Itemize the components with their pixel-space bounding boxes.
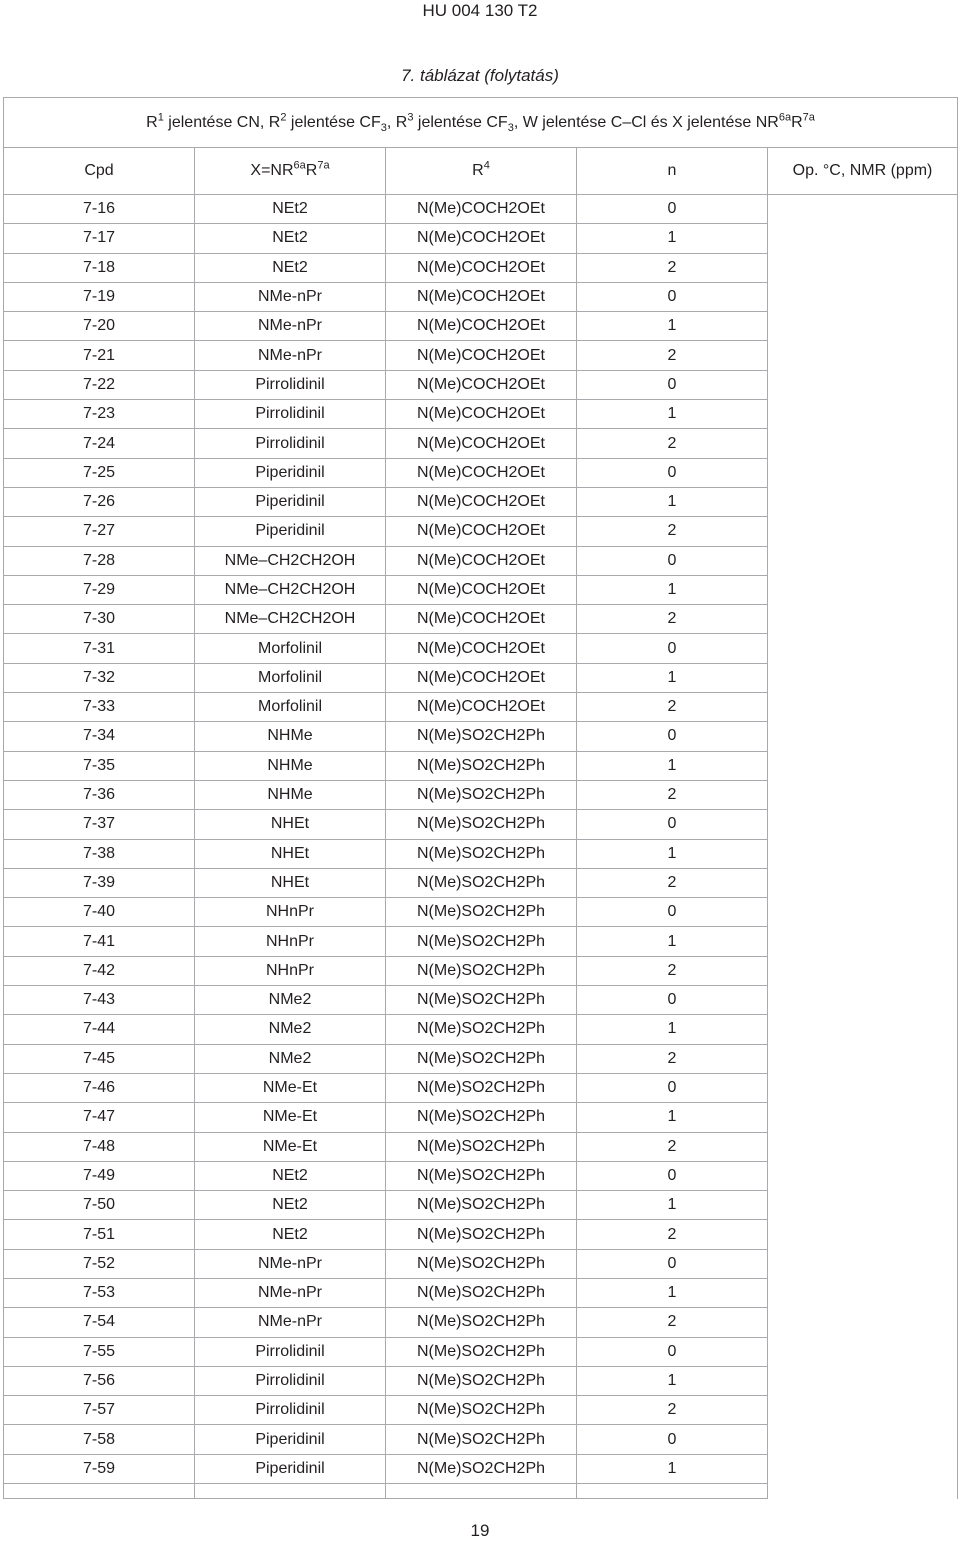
- cell-nmr: [768, 1191, 958, 1220]
- cell-nmr: [768, 1278, 958, 1307]
- table-row: [4, 458, 958, 487]
- cell-cpd: 7-26: [4, 487, 195, 516]
- cell-r4-substituent: N(Me)SO2CH2Ph: [386, 1249, 577, 1278]
- cell-n-value: 1: [577, 312, 768, 341]
- cell-r4-substituent: N(Me)SO2CH2Ph: [386, 1425, 577, 1454]
- cell-n-value: 0: [577, 282, 768, 311]
- condition-row: [4, 98, 958, 148]
- cell-x-substituent: NEt2: [195, 195, 386, 224]
- cell-x-substituent: Pirrolidinil: [195, 429, 386, 458]
- cell-r4-substituent: N(Me)SO2CH2Ph: [386, 868, 577, 897]
- cell-x-substituent: Pirrolidinil: [195, 1396, 386, 1425]
- cell-r4-substituent: N(Me)COCH2OEt: [386, 605, 577, 634]
- cell-n-value: 2: [577, 956, 768, 985]
- cell-x-substituent: NMe–CH2CH2OH: [195, 575, 386, 604]
- table-row: [4, 224, 958, 253]
- cell-n-value: 1: [577, 575, 768, 604]
- table-row: [4, 253, 958, 282]
- cell-r4-substituent: N(Me)SO2CH2Ph: [386, 956, 577, 985]
- cell-cpd: 7-24: [4, 429, 195, 458]
- table-row: [4, 1278, 958, 1307]
- cell-n-value: 2: [577, 693, 768, 722]
- cell-x-substituent: NMe–CH2CH2OH: [195, 605, 386, 634]
- table-row: [4, 1337, 958, 1366]
- table-row: [4, 1425, 958, 1454]
- cell-n-value: 0: [577, 634, 768, 663]
- cell-x-substituent: NEt2: [195, 1191, 386, 1220]
- cell-nmr: [768, 400, 958, 429]
- cell-nmr: [768, 1337, 958, 1366]
- table-body: [4, 195, 958, 1484]
- cell-n-value: 0: [577, 986, 768, 1015]
- cell-n-value: 2: [577, 780, 768, 809]
- cell-n-value: 2: [577, 1044, 768, 1073]
- cell-n-value: 1: [577, 224, 768, 253]
- header-row: [4, 148, 958, 195]
- table-row: [4, 663, 958, 692]
- cell-x-substituent: NMe–CH2CH2OH: [195, 546, 386, 575]
- cell-x-substituent: NMe2: [195, 1015, 386, 1044]
- cell-r4-substituent: N(Me)COCH2OEt: [386, 253, 577, 282]
- cell-cpd: 7-43: [4, 986, 195, 1015]
- cell-x-substituent: NHMe: [195, 751, 386, 780]
- cell-nmr: [768, 839, 958, 868]
- cell-x-substituent: Piperidinil: [195, 1454, 386, 1483]
- cell-x-substituent: NMe-Et: [195, 1073, 386, 1102]
- cell-r4-substituent: N(Me)COCH2OEt: [386, 429, 577, 458]
- cell-n-value: 1: [577, 1191, 768, 1220]
- cell-x-substituent: NMe-Et: [195, 1103, 386, 1132]
- table-row: [4, 898, 958, 927]
- cell-r4-substituent: N(Me)SO2CH2Ph: [386, 1073, 577, 1102]
- cell-x-substituent: NHMe: [195, 780, 386, 809]
- document-id: HU 004 130 T2: [422, 1, 538, 20]
- cell-cpd: 7-58: [4, 1425, 195, 1454]
- cell-r4-substituent: N(Me)SO2CH2Ph: [386, 1161, 577, 1190]
- cell-r4-substituent: N(Me)COCH2OEt: [386, 487, 577, 516]
- cell-cpd: 7-52: [4, 1249, 195, 1278]
- table-row: [4, 605, 958, 634]
- cell-x-substituent: NHEt: [195, 839, 386, 868]
- cell-r4-substituent: N(Me)COCH2OEt: [386, 400, 577, 429]
- cell-r4-substituent: N(Me)COCH2OEt: [386, 693, 577, 722]
- cell-nmr: [768, 868, 958, 897]
- cell-cpd: 7-59: [4, 1454, 195, 1483]
- cell-x-substituent: NMe-nPr: [195, 1278, 386, 1307]
- cell-nmr: [768, 722, 958, 751]
- cell-x-substituent: NHnPr: [195, 956, 386, 985]
- cell-r4-substituent: N(Me)COCH2OEt: [386, 341, 577, 370]
- cell-r4-substituent: N(Me)COCH2OEt: [386, 224, 577, 253]
- cell-x-substituent: Pirrolidinil: [195, 1366, 386, 1395]
- cell-r4-substituent: N(Me)SO2CH2Ph: [386, 1278, 577, 1307]
- cell-cpd: 7-51: [4, 1220, 195, 1249]
- table-row: [4, 956, 958, 985]
- cell-nmr: [768, 1161, 958, 1190]
- cell-nmr: [768, 1044, 958, 1073]
- cell-x-substituent: NMe2: [195, 986, 386, 1015]
- table-row: [4, 722, 958, 751]
- cell-n-value: 2: [577, 1220, 768, 1249]
- cell-nmr: [768, 224, 958, 253]
- cell-n-value: 0: [577, 370, 768, 399]
- cell-cpd: 7-44: [4, 1015, 195, 1044]
- cell-n-value: 1: [577, 839, 768, 868]
- cell-nmr: [768, 751, 958, 780]
- cell-r4-substituent: N(Me)COCH2OEt: [386, 312, 577, 341]
- table-row: [4, 1132, 958, 1161]
- cell-n-value: 2: [577, 1308, 768, 1337]
- cell-nmr: [768, 1073, 958, 1102]
- cell-nmr: [768, 312, 958, 341]
- cell-r4-substituent: N(Me)SO2CH2Ph: [386, 1044, 577, 1073]
- cell-nmr: [768, 780, 958, 809]
- cell-nmr: [768, 517, 958, 546]
- cell-cpd: 7-54: [4, 1308, 195, 1337]
- table-row: [4, 751, 958, 780]
- cell-r4-substituent: N(Me)SO2CH2Ph: [386, 1103, 577, 1132]
- cell-cpd: 7-27: [4, 517, 195, 546]
- condition-text: $R^1$ jelentése CN, $R^2$ jelentése $CF_3$, $R^3$ jelentése $CF_3$, W jelentése C–Cl és X jelentése $NR^{6a}R^{7a}$: [146, 111, 815, 134]
- cell-x-substituent: Morfolinil: [195, 634, 386, 663]
- cell-x-substituent: NMe-Et: [195, 1132, 386, 1161]
- cell-x-substituent: NMe-nPr: [195, 1308, 386, 1337]
- cell-cpd: 7-32: [4, 663, 195, 692]
- cell-x-substituent: NMe-nPr: [195, 282, 386, 311]
- cell-cpd: 7-29: [4, 575, 195, 604]
- cell-n-value: 1: [577, 1454, 768, 1483]
- cell-cpd: 7-34: [4, 722, 195, 751]
- cell-x-substituent: Piperidinil: [195, 1425, 386, 1454]
- cell-x-substituent: Pirrolidinil: [195, 370, 386, 399]
- cell-nmr: [768, 956, 958, 985]
- cell-nmr: [768, 605, 958, 634]
- cell-cpd: 7-19: [4, 282, 195, 311]
- cell-r4-substituent: N(Me)SO2CH2Ph: [386, 780, 577, 809]
- cell-x-substituent: NMe-nPr: [195, 341, 386, 370]
- cell-n-value: 0: [577, 898, 768, 927]
- cell-x-substituent: Piperidinil: [195, 458, 386, 487]
- cell-x-substituent: Pirrolidinil: [195, 400, 386, 429]
- cell-x-substituent: NMe-nPr: [195, 312, 386, 341]
- table-row: [4, 429, 958, 458]
- cell-x-substituent: NHnPr: [195, 927, 386, 956]
- cell-r4-substituent: N(Me)SO2CH2Ph: [386, 1132, 577, 1161]
- header-x: $X=NR^{6a}R^{7a}$: [195, 148, 386, 195]
- cell-nmr: [768, 1425, 958, 1454]
- cell-n-value: 2: [577, 1396, 768, 1425]
- cell-nmr: [768, 282, 958, 311]
- cell-nmr: [768, 634, 958, 663]
- table-row: [4, 312, 958, 341]
- condition-cell: [4, 98, 958, 148]
- cell-nmr: [768, 1308, 958, 1337]
- cell-r4-substituent: N(Me)SO2CH2Ph: [386, 810, 577, 839]
- cell-nmr: [768, 898, 958, 927]
- cell-r4-substituent: N(Me)COCH2OEt: [386, 370, 577, 399]
- cell-nmr: [768, 253, 958, 282]
- header-r4: $R^4$: [386, 148, 577, 195]
- cell-n-value: 0: [577, 195, 768, 224]
- cell-n-value: 1: [577, 927, 768, 956]
- cell-cpd: 7-35: [4, 751, 195, 780]
- cell-n-value: 1: [577, 400, 768, 429]
- cell-nmr: [768, 1366, 958, 1395]
- cell-nmr: [768, 341, 958, 370]
- cell-r4-substituent: N(Me)SO2CH2Ph: [386, 1015, 577, 1044]
- cell-n-value: 2: [577, 517, 768, 546]
- table-row: [4, 780, 958, 809]
- header-cpd: Cpd: [4, 148, 195, 195]
- cell-x-substituent: Piperidinil: [195, 517, 386, 546]
- table-row: [4, 1044, 958, 1073]
- table-row: [4, 575, 958, 604]
- cell-r4-substituent: N(Me)COCH2OEt: [386, 663, 577, 692]
- cell-nmr: [768, 458, 958, 487]
- cell-nmr: [768, 693, 958, 722]
- cell-r4-substituent: N(Me)COCH2OEt: [386, 458, 577, 487]
- cell-cpd: 7-57: [4, 1396, 195, 1425]
- cell-cpd: 7-39: [4, 868, 195, 897]
- cell-cpd: 7-41: [4, 927, 195, 956]
- table-row: [4, 1396, 958, 1425]
- cell-x-substituent: NMe-nPr: [195, 1249, 386, 1278]
- cell-x-substituent: Morfolinil: [195, 693, 386, 722]
- cell-n-value: 1: [577, 1366, 768, 1395]
- cell-n-value: 0: [577, 1249, 768, 1278]
- cell-x-substituent: NEt2: [195, 253, 386, 282]
- cell-x-substituent: NEt2: [195, 1161, 386, 1190]
- cell-n-value: 2: [577, 429, 768, 458]
- table-row: [4, 634, 958, 663]
- cell-nmr: [768, 663, 958, 692]
- cell-cpd: 7-47: [4, 1103, 195, 1132]
- cell-nmr: [768, 1015, 958, 1044]
- header-nmr: Op. °C, NMR (ppm): [768, 148, 958, 195]
- cell-r4-substituent: N(Me)SO2CH2Ph: [386, 927, 577, 956]
- table-row: [4, 1015, 958, 1044]
- cell-cpd: 7-50: [4, 1191, 195, 1220]
- table-row: [4, 1191, 958, 1220]
- cell-cpd: 7-33: [4, 693, 195, 722]
- table-row: [4, 546, 958, 575]
- table-row: [4, 986, 958, 1015]
- cell-nmr: [768, 1396, 958, 1425]
- cell-r4-substituent: N(Me)COCH2OEt: [386, 634, 577, 663]
- cell-nmr: [768, 986, 958, 1015]
- cell-nmr: [768, 546, 958, 575]
- cell-cpd: 7-56: [4, 1366, 195, 1395]
- page-number: 19: [470, 1521, 490, 1540]
- cell-x-substituent: Pirrolidinil: [195, 1337, 386, 1366]
- cell-nmr: [768, 370, 958, 399]
- cell-cpd: 7-38: [4, 839, 195, 868]
- table-row: [4, 1308, 958, 1337]
- table-row: [4, 370, 958, 399]
- table-row: [4, 810, 958, 839]
- cell-n-value: 1: [577, 751, 768, 780]
- cell-n-value: 2: [577, 605, 768, 634]
- cell-r4-substituent: N(Me)SO2CH2Ph: [386, 1454, 577, 1483]
- cell-n-value: 0: [577, 1073, 768, 1102]
- table-row: [4, 517, 958, 546]
- cell-r4-substituent: N(Me)COCH2OEt: [386, 195, 577, 224]
- cell-r4-substituent: N(Me)SO2CH2Ph: [386, 839, 577, 868]
- table-row: [4, 1103, 958, 1132]
- cell-nmr: [768, 487, 958, 516]
- cell-nmr: [768, 1220, 958, 1249]
- cell-r4-substituent: N(Me)SO2CH2Ph: [386, 986, 577, 1015]
- table-row: [4, 1073, 958, 1102]
- table-row: [4, 1161, 958, 1190]
- cell-r4-substituent: N(Me)SO2CH2Ph: [386, 1220, 577, 1249]
- cell-cpd: 7-21: [4, 341, 195, 370]
- cell-cpd: 7-31: [4, 634, 195, 663]
- cell-cpd: 7-37: [4, 810, 195, 839]
- cell-nmr: [768, 927, 958, 956]
- cell-cpd: 7-53: [4, 1278, 195, 1307]
- cell-n-value: 0: [577, 458, 768, 487]
- cell-cpd: 7-42: [4, 956, 195, 985]
- cell-n-value: 1: [577, 487, 768, 516]
- cell-cpd: 7-22: [4, 370, 195, 399]
- cell-n-value: 0: [577, 810, 768, 839]
- table-bottom-spacer: [4, 1484, 958, 1499]
- cell-cpd: 7-36: [4, 780, 195, 809]
- table-row: [4, 195, 958, 224]
- table-row: [4, 1366, 958, 1395]
- table-row: [4, 868, 958, 897]
- cell-r4-substituent: N(Me)SO2CH2Ph: [386, 1308, 577, 1337]
- table-row: [4, 282, 958, 311]
- cell-cpd: 7-17: [4, 224, 195, 253]
- cell-x-substituent: NHEt: [195, 810, 386, 839]
- cell-cpd: 7-20: [4, 312, 195, 341]
- table-row: [4, 839, 958, 868]
- cell-r4-substituent: N(Me)SO2CH2Ph: [386, 1191, 577, 1220]
- cell-n-value: 1: [577, 1103, 768, 1132]
- cell-cpd: 7-25: [4, 458, 195, 487]
- table-row: [4, 1220, 958, 1249]
- cell-n-value: 2: [577, 1132, 768, 1161]
- cell-x-substituent: NEt2: [195, 1220, 386, 1249]
- cell-cpd: 7-45: [4, 1044, 195, 1073]
- cell-n-value: 0: [577, 1337, 768, 1366]
- cell-n-value: 2: [577, 868, 768, 897]
- cell-r4-substituent: N(Me)COCH2OEt: [386, 282, 577, 311]
- cell-cpd: 7-55: [4, 1337, 195, 1366]
- table-row: [4, 693, 958, 722]
- table-row: [4, 927, 958, 956]
- cell-r4-substituent: N(Me)SO2CH2Ph: [386, 898, 577, 927]
- cell-nmr: [768, 1249, 958, 1278]
- cell-r4-substituent: N(Me)COCH2OEt: [386, 575, 577, 604]
- cell-nmr: [768, 1132, 958, 1161]
- cell-x-substituent: NMe2: [195, 1044, 386, 1073]
- cell-n-value: 1: [577, 663, 768, 692]
- cell-r4-substituent: N(Me)SO2CH2Ph: [386, 1337, 577, 1366]
- table-row: [4, 341, 958, 370]
- cell-cpd: 7-30: [4, 605, 195, 634]
- cell-nmr: [768, 1454, 958, 1483]
- cell-n-value: 0: [577, 1161, 768, 1190]
- cell-r4-substituent: N(Me)SO2CH2Ph: [386, 722, 577, 751]
- cell-cpd: 7-48: [4, 1132, 195, 1161]
- cell-nmr: [768, 810, 958, 839]
- cell-r4-substituent: N(Me)COCH2OEt: [386, 546, 577, 575]
- cell-x-substituent: NHEt: [195, 868, 386, 897]
- cell-n-value: 0: [577, 1425, 768, 1454]
- cell-n-value: 0: [577, 722, 768, 751]
- cell-nmr: [768, 429, 958, 458]
- table-row: [4, 1454, 958, 1483]
- cell-r4-substituent: N(Me)SO2CH2Ph: [386, 1366, 577, 1395]
- cell-nmr: [768, 575, 958, 604]
- header-n: n: [577, 148, 768, 195]
- cell-n-value: 1: [577, 1015, 768, 1044]
- cell-n-value: 1: [577, 1278, 768, 1307]
- cell-x-substituent: Piperidinil: [195, 487, 386, 516]
- table-row: [4, 487, 958, 516]
- cell-nmr: [768, 1103, 958, 1132]
- cell-r4-substituent: N(Me)SO2CH2Ph: [386, 751, 577, 780]
- cell-r4-substituent: N(Me)COCH2OEt: [386, 517, 577, 546]
- cell-x-substituent: NHMe: [195, 722, 386, 751]
- table-row: [4, 400, 958, 429]
- cell-cpd: 7-46: [4, 1073, 195, 1102]
- cell-cpd: 7-49: [4, 1161, 195, 1190]
- cell-x-substituent: NEt2: [195, 224, 386, 253]
- cell-cpd: 7-40: [4, 898, 195, 927]
- cell-cpd: 7-23: [4, 400, 195, 429]
- cell-cpd: 7-28: [4, 546, 195, 575]
- cell-n-value: 2: [577, 341, 768, 370]
- cell-r4-substituent: N(Me)SO2CH2Ph: [386, 1396, 577, 1425]
- cell-n-value: 2: [577, 253, 768, 282]
- compound-table: [3, 97, 958, 1499]
- cell-n-value: 0: [577, 546, 768, 575]
- cell-cpd: 7-16: [4, 195, 195, 224]
- table-row: [4, 1249, 958, 1278]
- cell-cpd: 7-18: [4, 253, 195, 282]
- cell-x-substituent: Morfolinil: [195, 663, 386, 692]
- cell-nmr: [768, 195, 958, 224]
- cell-x-substituent: NHnPr: [195, 898, 386, 927]
- table-caption: 7. táblázat (folytatás): [401, 66, 559, 85]
